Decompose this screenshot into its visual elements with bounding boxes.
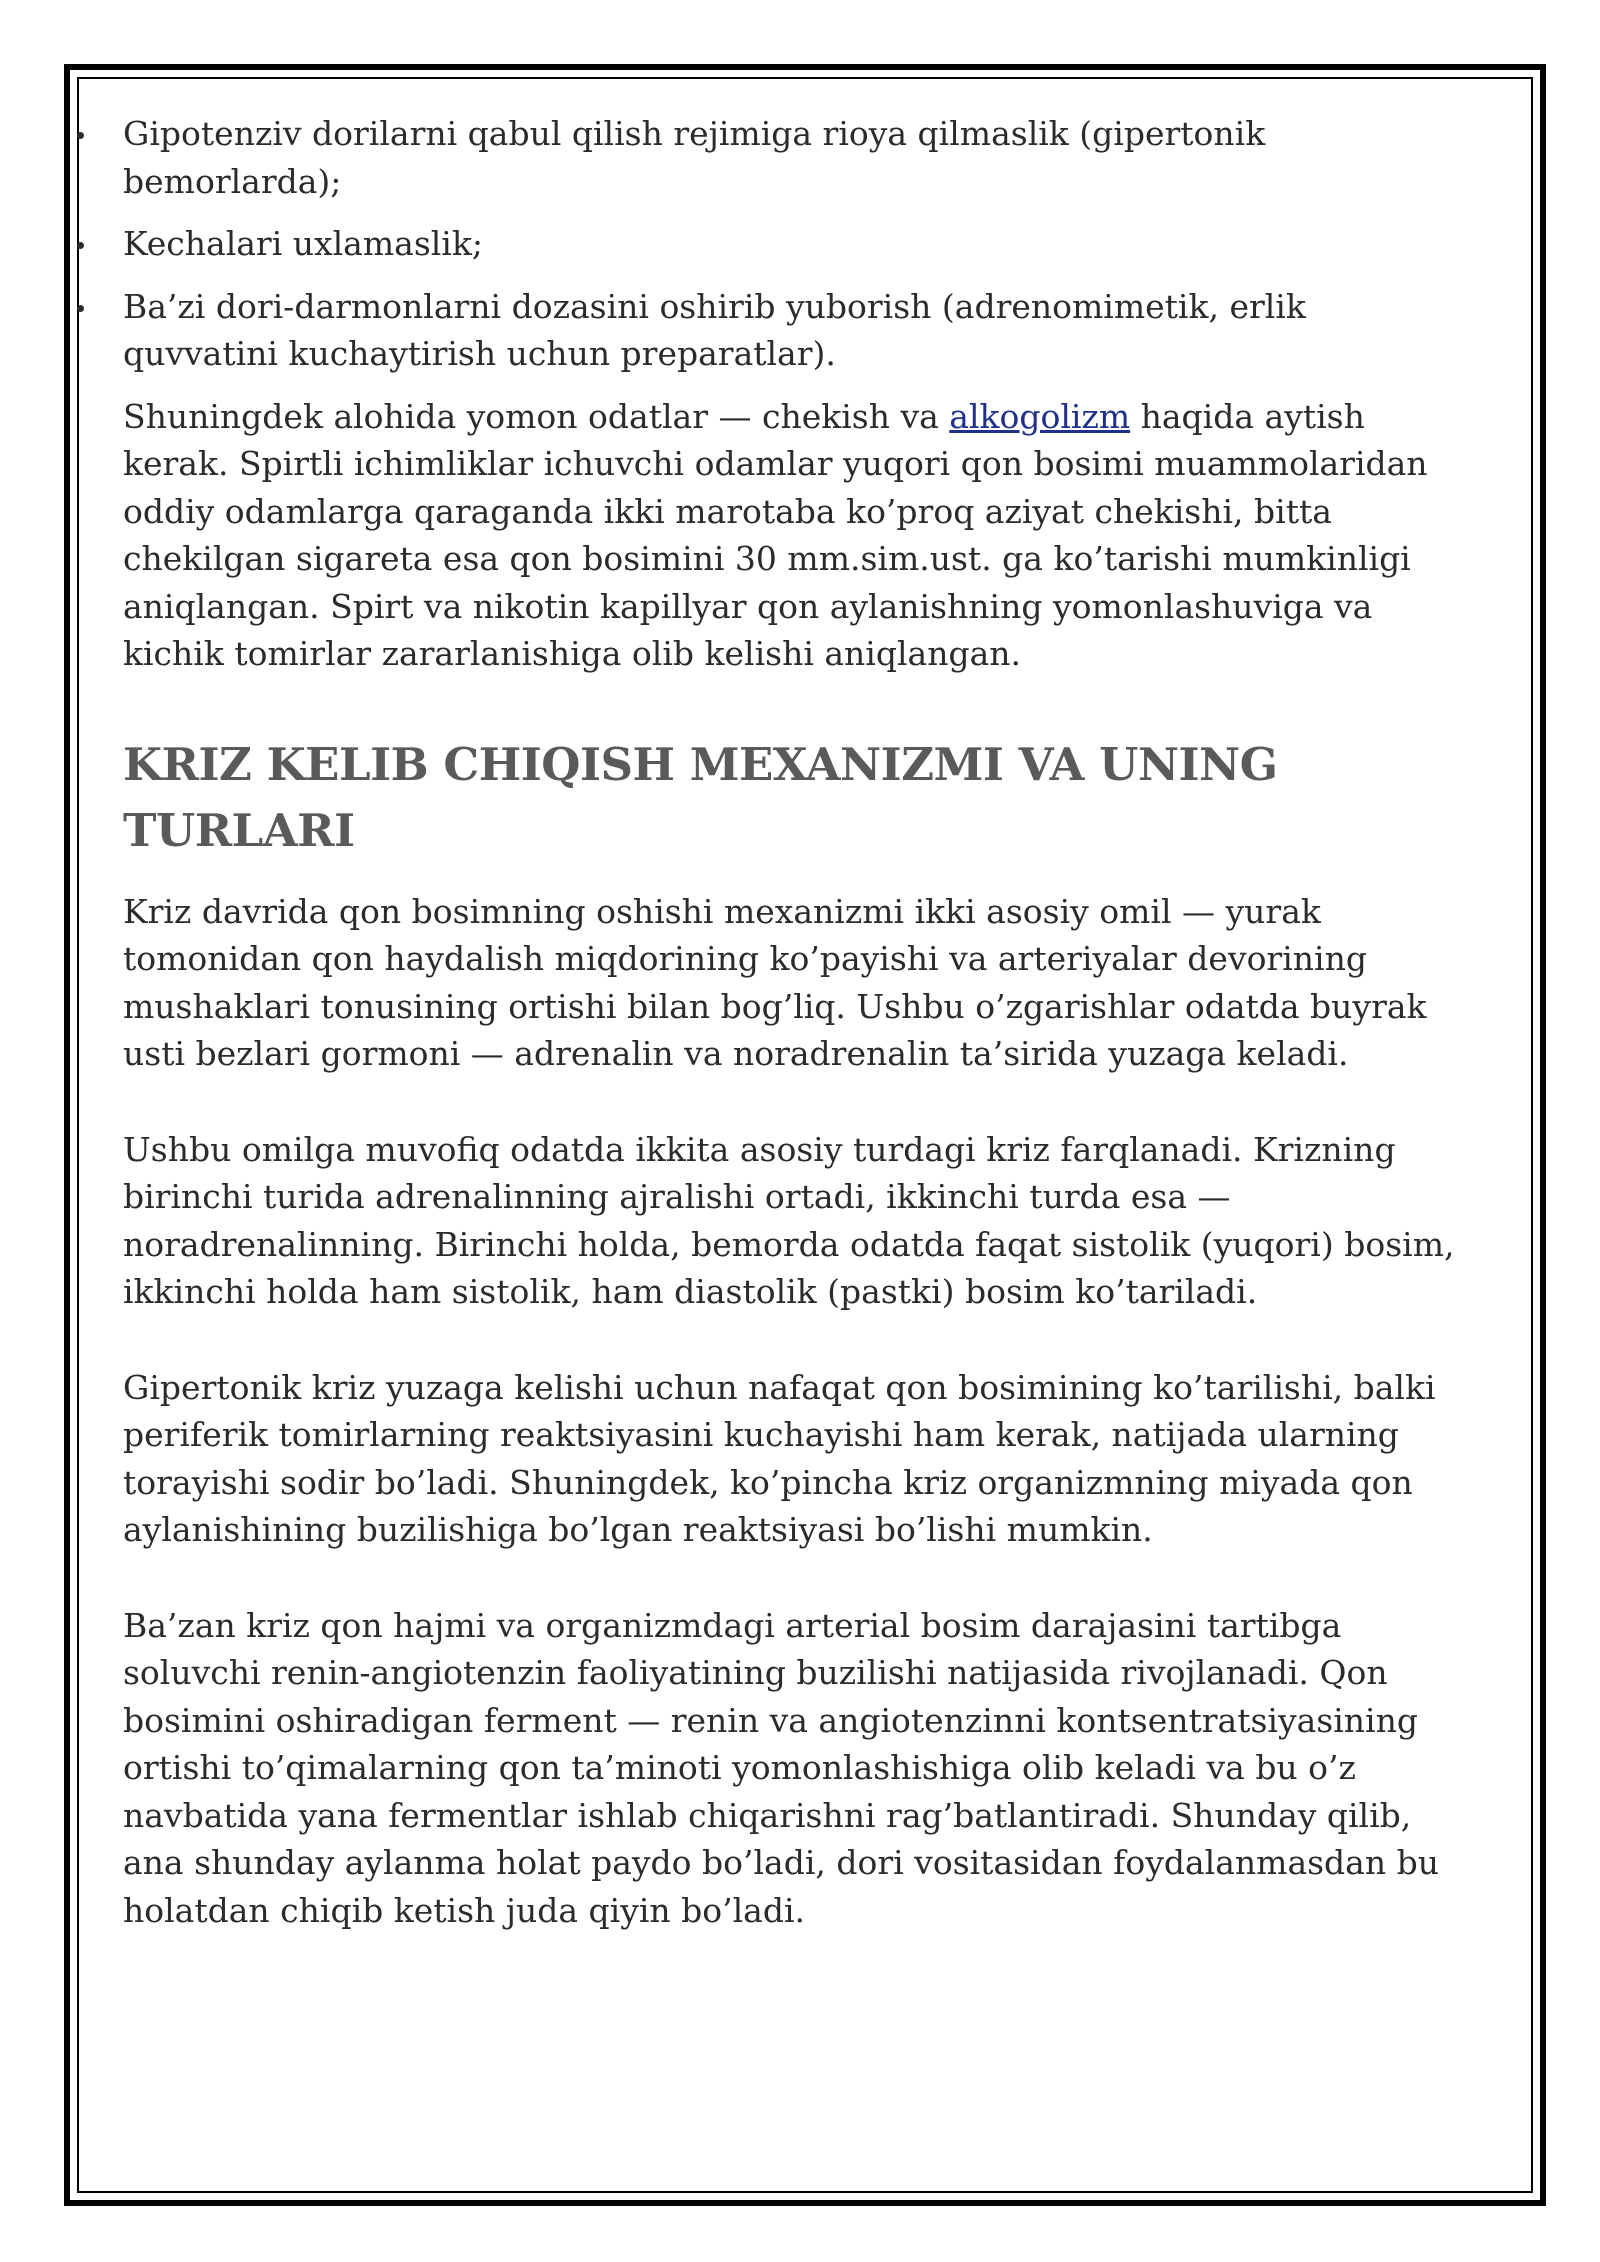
intro-text-before-link: Shuningdek alohida yomon odatlar — chekish va bbox=[123, 396, 950, 436]
bullet-icon bbox=[77, 132, 84, 139]
bullet-list bbox=[123, 110, 1458, 378]
section-heading: KRIZ KELIB CHIQISH MEXANIZMI VA UNING TURLARI bbox=[123, 737, 1278, 857]
bullet-icon bbox=[77, 242, 84, 249]
list-item bbox=[123, 110, 1458, 205]
page-content bbox=[123, 110, 1458, 1982]
bullet-icon bbox=[77, 305, 84, 312]
bullet-text: Gipotenziv dorilarni qabul qilish rejimiga rioya qilmaslik (gipertonik bemorlarda); bbox=[123, 114, 1266, 201]
body-paragraph: Ba’zan kriz qon hajmi va organizmdagi arterial bosim darajasini tartibga soluvchi renin-angiotenzin faoliyatining buzilishi natijasida rivojlanadi. Qon bosimini oshiradigan ferment — renin va angiotenzinni kontsentratsiyasining ortishi to’qimalarning qon ta’minoti yomonlashishiga olib keladi va bu o’z navbatida yana fermentlar ishlab chiqarishni rag’batlantiradi. Shunday qilib, ana shunday aylanma holat paydo bo’ladi, dori vositasidan foydalanmasdan bu holatdan chiqib ketish juda qiyin bo’ladi. bbox=[123, 1605, 1439, 1930]
body-paragraph: Kriz davrida qon bosimning oshishi mexanizmi ikki asosiy omil — yurak tomonidan qon haydalish miqdorining ko’payishi va arteriyalar devorining mushaklari tonusining ortishi bilan bog’liq. Ushbu o’zgarishlar odatda buyrak usti bezlari gormoni — adrenalin va noradrenalin ta’sirida yuzaga keladi. bbox=[123, 891, 1427, 1073]
intro-text-after-link: haqida aytish kerak. Spirtli ichimliklar ichuvchi odamlar yuqori qon bosimi muammolaridan oddiy odamlarga qaraganda ikki marotaba ko’proq aziyat chekishi, bitta chekilgan sigareta esa qon bosimini 30 mm.sim.ust. ga ko’tarishi mumkinligi aniqlangan. Spirt va nikotin kapillyar qon aylanishning yomonlashuviga va kichik tomirlar zararlanishiga olib kelishi aniqlangan. bbox=[123, 396, 1428, 673]
body-paragraph: Gipertonik kriz yuzaga kelishi uchun nafaqat qon bosimining ko’tarilishi, balki periferik tomirlarning reaktsiyasini kuchayishi ham kerak, natijada ularning torayishi sodir bo’ladi. Shuningdek, ko’pincha kriz organizmning miyada qon aylanishining buzilishiga bo’lgan reaktsiyasi bo’lishi mumkin. bbox=[123, 1367, 1436, 1549]
list-item bbox=[123, 220, 1458, 268]
intro-paragraph bbox=[123, 393, 1458, 678]
alkogolizm-link[interactable]: alkogolizm bbox=[949, 396, 1131, 436]
body-paragraph: Ushbu omilga muvofiq odatda ikkita asosiy turdagi kriz farqlanadi. Krizning birinchi turida adrenalinning ajralishi ortadi, ikkinchi turda esa — noradrenalinning. Birinchi holda, bemorda odatda faqat sistolik (yuqori) bosim, ikkinchi holda ham sistolik, ham diastolik (pastki) bosim ko’tariladi. bbox=[123, 1129, 1455, 1311]
list-item bbox=[123, 283, 1458, 378]
bullet-text: Ba’zi dori-darmonlarni dozasini oshirib yuborish (adrenomimetik, erlik quvvatini kuchaytirish uchun preparatlar). bbox=[123, 286, 1306, 373]
bullet-text: Kechalari uxlamaslik; bbox=[123, 224, 483, 263]
